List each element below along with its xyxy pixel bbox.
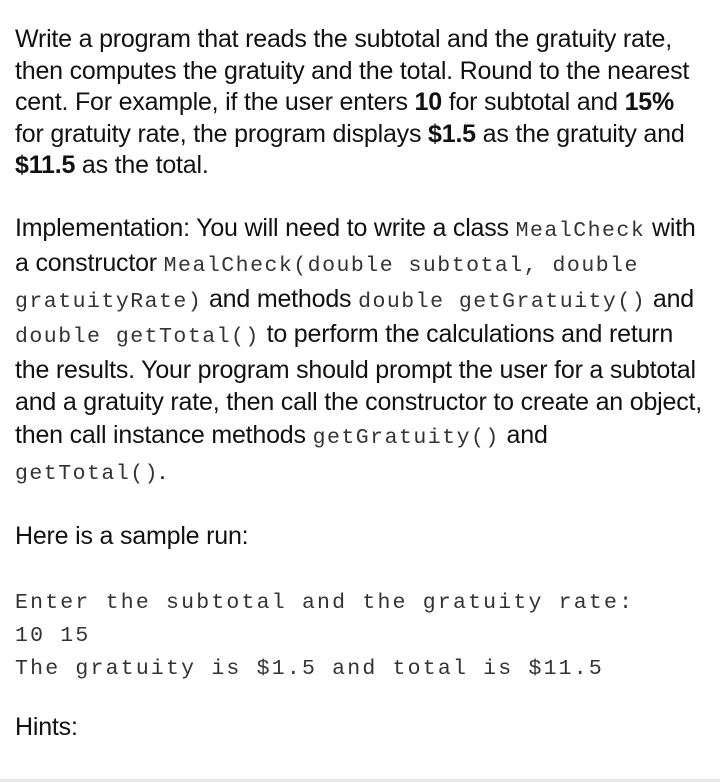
hints-label: Hints: xyxy=(15,712,78,741)
class-name-code: MealCheck xyxy=(515,218,646,243)
intro-text-4: as the gratuity and xyxy=(475,119,685,148)
intro-paragraph xyxy=(15,24,705,182)
impl-text-4: and xyxy=(646,284,694,313)
example-total-value: $11.5 xyxy=(15,151,76,179)
impl-text-1: Implementation: You will need to write a class xyxy=(15,213,516,242)
impl-text-5: to perform the calculations and return the results. Your program should prompt the user for a subtotal and a gratuity rate, then call the constructor to create an object, then call instance methods xyxy=(15,320,703,450)
example-gratuity-value: $1.5 xyxy=(428,119,476,148)
problem-statement xyxy=(15,24,705,743)
sample-run-label: Here is a sample run: xyxy=(15,522,249,551)
implementation-paragraph xyxy=(15,212,705,491)
sample-run-prompt-line: Enter the subtotal and the gratuity rate: xyxy=(15,590,635,615)
get-gratuity-signature-code: double getGratuity() xyxy=(358,289,647,314)
intro-text-3: for gratuity rate, the program displays xyxy=(15,119,429,148)
example-rate-value: 15% xyxy=(624,88,675,116)
impl-text-3: and methods xyxy=(202,284,359,313)
sample-run-result-line: The gratuity is $1.5 and total is $11.5 xyxy=(15,656,604,681)
impl-text-2: with a constructor xyxy=(15,213,696,278)
example-subtotal-value: 10 xyxy=(414,88,442,116)
intro-text-5: as the total. xyxy=(75,151,209,179)
constructor-signature-code: MealCheck(double subtotal, double gratuityRate) xyxy=(15,254,639,314)
get-total-signature-code: double getTotal() xyxy=(15,325,260,350)
impl-text-7: . xyxy=(159,456,166,485)
impl-text-6: and xyxy=(499,421,548,450)
get-gratuity-call-code: getGratuity() xyxy=(312,426,500,451)
sample-run-output xyxy=(15,587,705,686)
intro-text-1: Write a program that reads the subtotal and the gratuity rate, then computes the gratuity and the total. Round to the nearest cent. For example, if the user enters xyxy=(15,25,690,116)
get-total-call-code: getTotal() xyxy=(15,461,160,486)
sample-run-input-line: 10 15 xyxy=(15,623,91,648)
intro-text-2: for subtotal and xyxy=(441,88,625,116)
